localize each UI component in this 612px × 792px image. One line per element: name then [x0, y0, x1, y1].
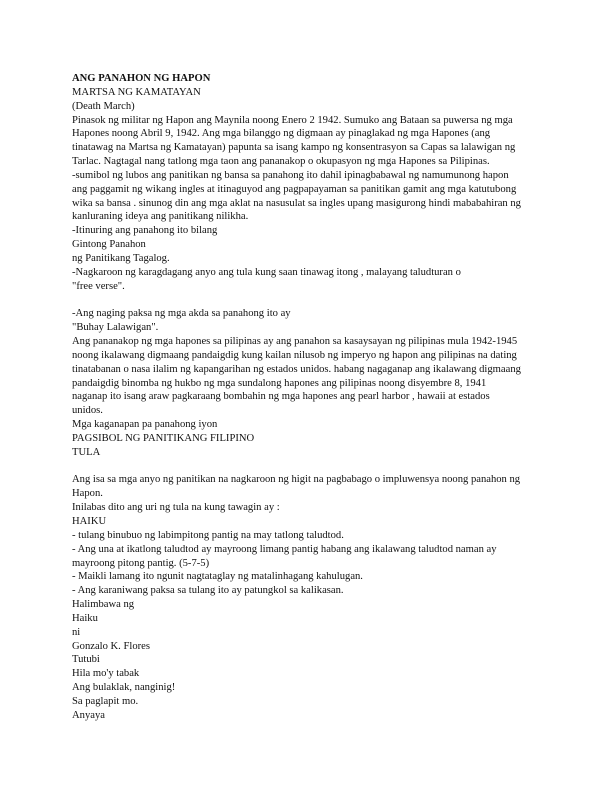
text-line: wika sa bansa . sinunog din ang mga aklat na nasusulat sa ingles upang masigurong hindi mababahiran ng: [72, 197, 521, 209]
text-line: tinatabanan o nasa ilalim ng kapangarihan ng estados unidos. habang nagaganap ang ikalawang digmaang: [72, 363, 521, 375]
text-line: -sumibol ng lubos ang panitikan ng bansa sa panahong ito dahil ipinagbabawal ng namumunong hapon: [72, 169, 509, 181]
text-line: - Ang karaniwang paksa sa tulang ito ay patungkol sa kalikasan.: [72, 585, 344, 597]
text-line: [72, 294, 562, 308]
text-line: Anyaya: [72, 709, 105, 721]
text-line: ni: [72, 626, 81, 638]
text-line: Mga kaganapan pa panahong iyon: [72, 419, 218, 431]
text-line: Inilabas dito ang uri ng tula na kung tawagin ay :: [72, 502, 280, 514]
text-line: "free verse".: [72, 280, 125, 292]
text-line: - Maikli lamang ito ngunit nagtataglay ng matalinhagang kahulugan.: [72, 571, 363, 583]
text-line: kanluraning ideya ang panitikang nilikha.: [72, 211, 249, 223]
text-line: mayroong pitong pantig. (5-7-5): [72, 557, 210, 569]
text-line: ang paggamit ng wikang ingles at itinaguyod ang pagpapayaman sa panitikan gamit ang mga katutubong: [72, 183, 517, 195]
text-line: -Nagkaroon ng karagdagang anyo ang tula kung saan tinawag itong , malayang taludturan o: [72, 266, 461, 278]
text-line: Hapones noong Abril 9, 1942. Ang mga bilanggo ng digmaan ay pinaglakad ng mga Hapones (ang: [72, 128, 491, 140]
text-line: "Buhay Lalawigan".: [72, 322, 159, 334]
document-subtitle-2: (Death March): [72, 100, 135, 112]
text-line: unidos.: [72, 405, 103, 417]
document-subtitle: MARTSA NG KAMATAYAN: [72, 86, 201, 98]
text-line: -Ang naging paksa ng mga akda sa panahong ito ay: [72, 308, 291, 320]
text-line: Gonzalo K. Flores: [72, 640, 150, 652]
text-line: Pinasok ng militar ng Hapon ang Maynila noong Enero 2 1942. Sumuko ang Bataan sa puwersa ng mga: [72, 114, 513, 126]
text-line: - tulang binubuo ng labimpitong pantig na may tatlong taludtod.: [72, 529, 344, 541]
text-line: Haiku: [72, 612, 98, 624]
text-line: -Itinuring ang panahong ito bilang: [72, 225, 218, 237]
text-line: tinatawag na Martsa ng Kamatayan) papunta sa isang kampo ng konsentrasyon sa Capas sa lalawigan ng: [72, 142, 516, 154]
text-line: Ang pananakop ng mga hapones sa pilipinas ay ang panahon sa kasaysayan ng pilipinas mula 1942-1945: [72, 336, 518, 348]
document-title: ANG PANAHON NG HAPON: [72, 73, 211, 84]
text-line: Hapon.: [72, 488, 103, 500]
text-line: ng Panitikang Tagalog.: [72, 252, 170, 264]
text-line: TULA: [72, 446, 101, 458]
text-line: [72, 460, 562, 474]
text-line: PAGSIBOL NG PANITIKANG FILIPINO: [72, 432, 255, 444]
text-line: naganap ito isang araw pagkaraang bombahin ng mga hapones ang pearl harbor , hawaii at estados: [72, 391, 490, 403]
text-line: Tarlac. Nagtagal nang tatlong mga taon ang pananakop o okupasyon ng mga Hapones sa Pilipinas.: [72, 156, 490, 168]
text-line: noong ikalawang digmaang pandaigdig kung kailan nilusob ng imperyo ng hapon ang pilipinas na dating: [72, 349, 517, 361]
document-body: [72, 114, 562, 723]
text-line: Hila mo'y tabak: [72, 668, 140, 680]
text-line: Tutubi: [72, 654, 100, 666]
text-line: Gintong Panahon: [72, 239, 146, 251]
text-line: - Ang una at ikatlong taludtod ay mayroong limang pantig habang ang ikalawang taludtod naman ay: [72, 543, 497, 555]
text-line: HAIKU: [72, 516, 107, 527]
text-line: Sa paglapit mo.: [72, 695, 139, 707]
text-line: Ang isa sa mga anyo ng panitikan na nagkaroon ng higit na pagbabago o impluwensya noong panahon ng: [72, 474, 521, 486]
text-line: pandaigdig binomba ng hukbo ng mga sundalong hapones ang pilipinas noong disyembre 8, 1941: [72, 377, 487, 389]
text-line: Ang bulaklak, nanginig!: [72, 682, 176, 694]
text-line: Halimbawa ng: [72, 599, 135, 611]
